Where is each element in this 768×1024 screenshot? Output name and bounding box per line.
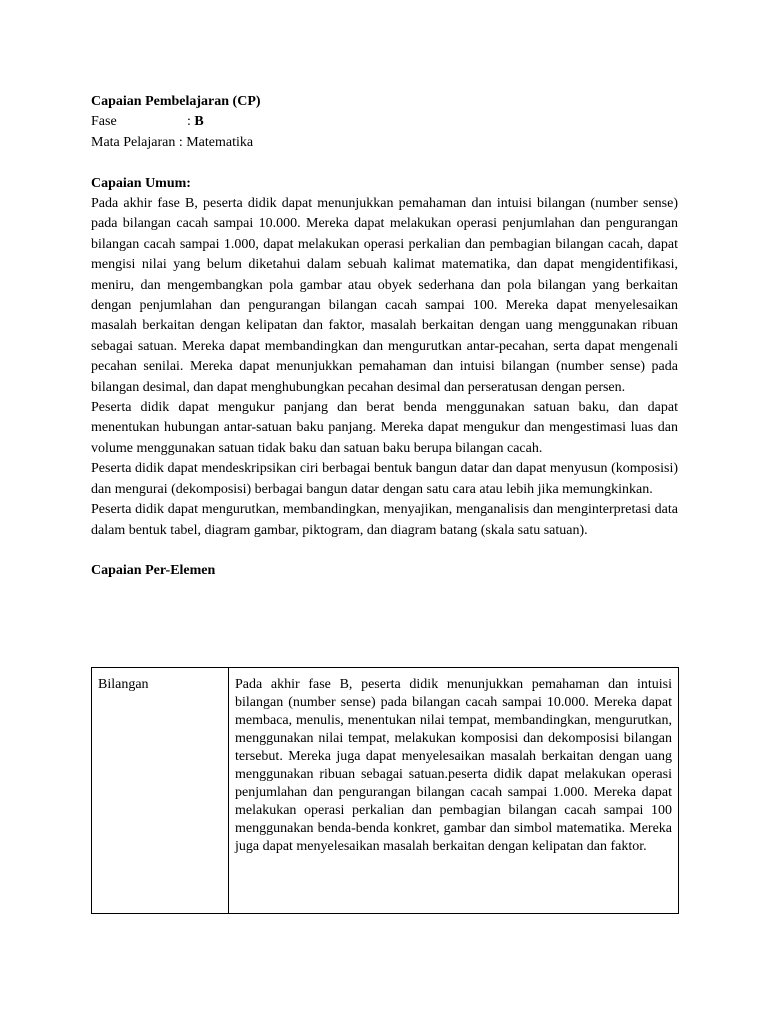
elemen-name-cell: Bilangan: [92, 668, 229, 914]
capaian-umum-paragraph-1: Pada akhir fase B, peserta didik dapat menunjukkan pemahaman dan intuisi bilangan (number sense) pada bilangan cacah sampai 10.000. Mereka dapat melakukan operasi penjumlahan dan pengurangan bilangan cacah sampai 1.000, dapat melakukan operasi perkalian dan pembagian bilangan cacah, dapat mengisi nilai yang belum diketahui dalam sebuah kalimat matematika, dan dapat mengidentifikasi, meniru, dan mengembangkan pola gambar atau obyek sederhana dan pola bilangan yang berkaitan dengan penjumlahan dan pengurangan bilangan cacah sampai 100. Mereka dapat menyelesaikan masalah berkaitan dengan kelipatan dan faktor, masalah berkaitan dengan uang menggunakan ribuan sebagai satuan. Mereka dapat membandingkan dan mengurutkan antar-pecahan, serta dapat mengenali pecahan senilai. Mereka dapat menunjukkan pemahaman dan intuisi bilangan (number sense) pada bilangan desimal, dan dapat menghubungkan pecahan desimal dan perseratusan dengan persen.: [91, 196, 678, 395]
spacer: [91, 541, 678, 561]
fase-line: [91, 112, 678, 132]
elemen-table: [91, 667, 679, 914]
fase-value: B: [194, 114, 204, 130]
capaian-umum-paragraph-3: Peserta didik dapat mendeskripsikan ciri berbagai bentuk bangun datar dan dapat menyusun (komposisi) dan mengurai (dekomposisi) berbagai bangun datar dengan satu cara atau lebih jika memungkinkan.: [91, 461, 678, 497]
fase-separator: :: [187, 114, 195, 130]
capaian-per-elemen-heading: Capaian Per-Elemen: [91, 563, 216, 579]
fase-label: Fase: [91, 114, 117, 130]
capaian-umum-heading: Capaian Umum:: [91, 175, 191, 191]
capaian-umum-paragraph-4: Peserta didik dapat mengurutkan, membandingkan, menyajikan, menganalisis dan menginterpretasi data dalam bentuk tabel, diagram gambar, piktogram, dan diagram batang (skala satu satuan).: [91, 502, 678, 538]
page-title: Capaian Pembelajaran (CP): [91, 94, 261, 109]
spacer: [91, 153, 678, 173]
capaian-umum-paragraph-2: Peserta didik dapat mengukur panjang dan berat benda menggunakan satuan baku, dan dapat menentukan hubungan antar-satuan baku panjang. Mereka dapat mengukur dan mengestimasi luas dan volume menggunakan satuan tidak baku dan satuan baku berupa bilangan cacah.: [91, 400, 678, 456]
mapel-line: Mata Pelajaran : Matematika: [91, 134, 254, 150]
table-row: [92, 668, 679, 914]
document-body: [91, 92, 678, 582]
elemen-description-cell: Pada akhir fase B, peserta didik menunjukkan pemahaman dan intuisi bilangan (number sense) pada bilangan cacah sampai 10.000. Mereka dapat membaca, menulis, menentukan nilai tempat, membandingkan, mengurutkan, menggunakan nilai tempat, melakukan komposisi dan dekomposisi bilangan tersebut. Mereka juga dapat menyelesaikan masalah berkaitan dengan uang menggunakan ribuan sebagai satuan.peserta didik dapat melakukan operasi penjumlahan dan pengurangan bilangan cacah sampai 1.000. Mereka dapat melakukan operasi perkalian dan pembagian bilangan cacah sampai 100 menggunakan benda-benda konkret, gambar dan simbol matematika. Mereka juga dapat menyelesaikan masalah berkaitan dengan kelipatan dan faktor.: [229, 668, 679, 914]
